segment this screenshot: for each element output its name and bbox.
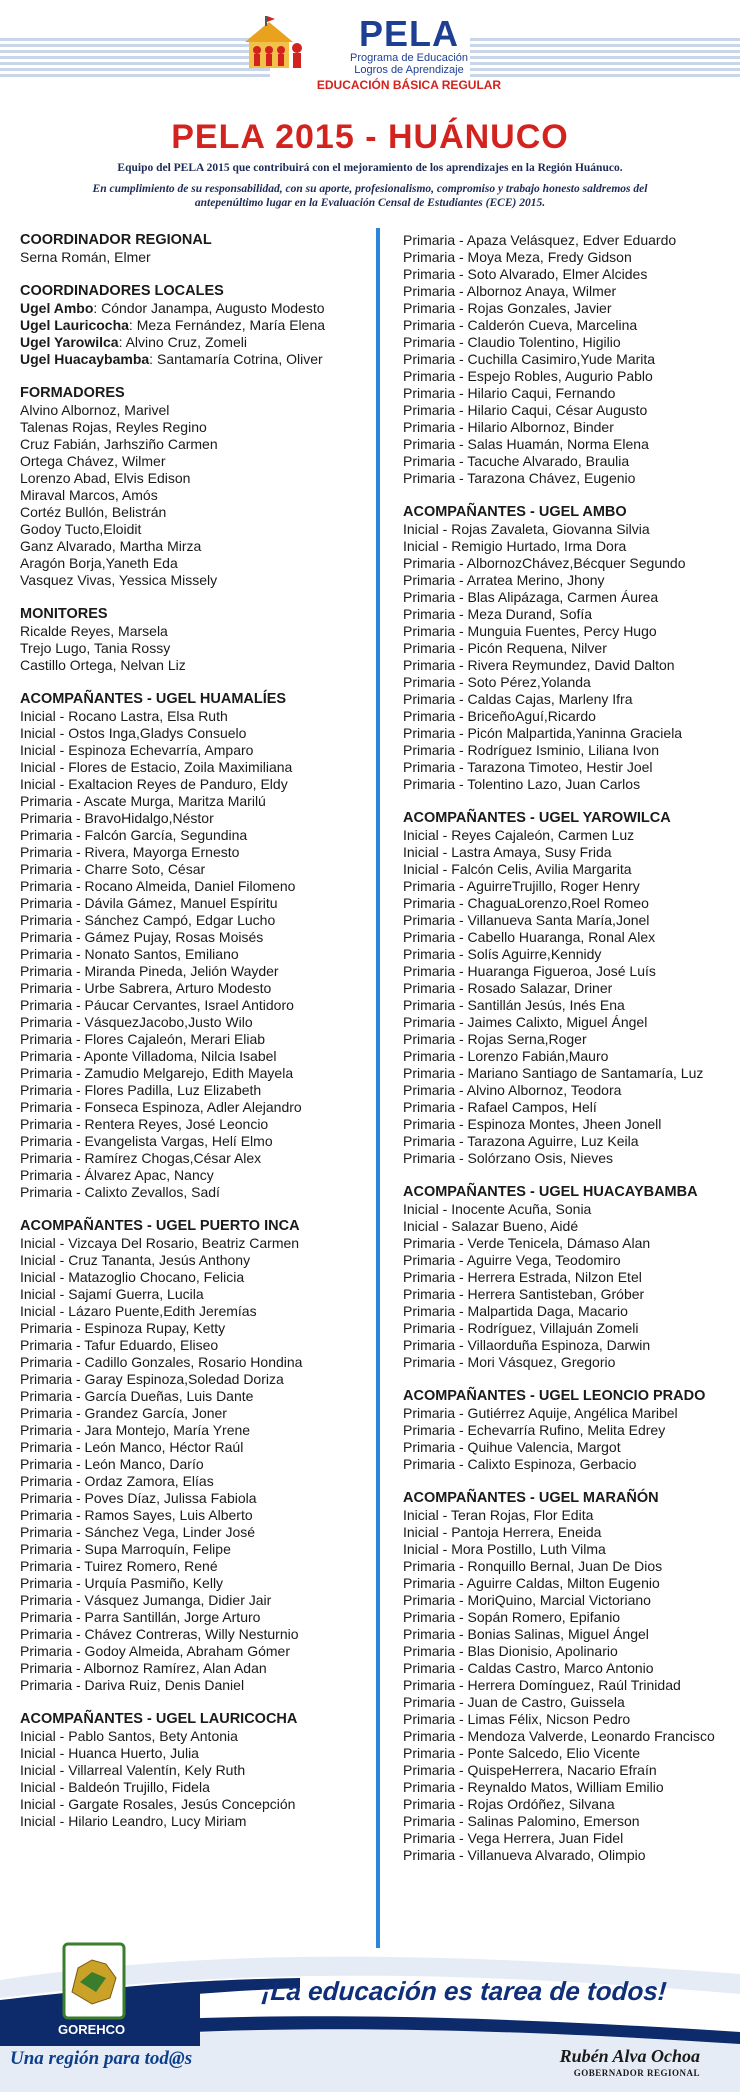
list-item: Primaria - Rojas Serna,Roger: [403, 1031, 587, 1047]
list-item: Inicial - Mora Postillo, Luth Vilma: [403, 1541, 606, 1557]
list-item: Inicial - Salazar Bueno, Aidé: [403, 1218, 579, 1234]
list-item: Primaria - Mori Vásquez, Gregorio: [403, 1354, 616, 1370]
list-item: Primaria - García Dueñas, Luis Dante: [20, 1388, 254, 1404]
list-item: Primaria - Limas Félix, Nicson Pedro: [403, 1711, 631, 1727]
list-item: Primaria - Echevarría Rufino, Melita Edrey: [403, 1422, 666, 1438]
list-item: Inicial - Lastra Amaya, Susy Frida: [403, 844, 612, 860]
section-title: ACOMPAÑANTES - UGEL HUACAYBAMBA: [403, 1184, 698, 1200]
list-item: Primaria - Picón Malpartida,Yaninna Graciela: [403, 725, 683, 741]
list-item: Primaria - Falcón García, Segundina: [20, 827, 248, 843]
list-item: Inicial - Teran Rojas, Flor Edita: [403, 1507, 594, 1523]
list-item: Primaria - Solórzano Osis, Nieves: [403, 1150, 614, 1166]
list-item: Inicial - Cruz Tananta, Jesús Anthony: [20, 1252, 251, 1268]
list-item: Primaria - Santillán Jesús, Inés Ena: [403, 997, 625, 1013]
list-item: Primaria - Charre Soto, César: [20, 861, 206, 877]
list-item: Primaria - Rojas Ordóñez, Silvana: [403, 1796, 615, 1812]
list-item: Primaria - Tarazona Chávez, Eugenio: [403, 470, 636, 486]
list-item: Primaria - Jaimes Calixto, Miguel Ángel: [403, 1014, 648, 1030]
list-item: Primaria - Parra Santillán, Jorge Arturo: [20, 1609, 261, 1625]
list-item: Primaria - Evangelista Vargas, Helí Elmo: [20, 1133, 273, 1149]
list-item: Primaria - Ascate Murga, Maritza Marilú: [20, 793, 266, 809]
list-item: Primaria - Vega Herrera, Juan Fidel: [403, 1830, 624, 1846]
list-item: Primaria - Espejo Robles, Augurio Pablo: [403, 368, 653, 384]
list-item: Primaria - Sopán Romero, Epifanio: [403, 1609, 621, 1625]
list-item: Primaria - Soto Alvarado, Elmer Alcides: [403, 266, 648, 282]
list-item: Primaria - Tacuche Alvarado, Braulia: [403, 453, 630, 469]
list-item: Primaria - Jara Montejo, María Yrene: [20, 1422, 251, 1438]
list-item: Primaria - Claudio Tolentino, Higilio: [403, 334, 621, 350]
list-item: Inicial - Rocano Lastra, Elsa Ruth: [20, 708, 228, 724]
list-item: Inicial - Espinoza Echevarría, Amparo: [20, 742, 254, 758]
list-item: Primaria - Tafur Eduardo, Eliseo: [20, 1337, 219, 1353]
list-item: Primaria - Espinoza Rupay, Ketty: [20, 1320, 226, 1336]
list-item: Primaria - Villanueva Santa María,Jonel: [403, 912, 650, 928]
list-item: Primaria - Sánchez Vega, Linder José: [20, 1524, 256, 1540]
list-item: Primaria - Rodríguez Isminio, Liliana Ivon: [403, 742, 659, 758]
list-item: Primaria - Blas Alipázaga, Carmen Áurea: [403, 589, 659, 605]
section-title: ACOMPAÑANTES - UGEL LAURICOCHA: [20, 1711, 298, 1727]
list-item: Inicial - Pantoja Herrera, Eneida: [403, 1524, 602, 1540]
list-item: Primaria - Gutiérrez Aquije, Angélica Maribel: [403, 1405, 678, 1421]
list-item: Primaria - Poves Díaz, Julissa Fabiola: [20, 1490, 257, 1506]
list-item: Inicial - Sajamí Guerra, Lucila: [20, 1286, 204, 1302]
list-item: Primaria - Urbe Sabrera, Arturo Modesto: [20, 980, 272, 996]
list-item: Inicial - Exaltacion Reyes de Panduro, Eldy: [20, 776, 288, 792]
list-item: Primaria - Cadillo Gonzales, Rosario Hondina: [20, 1354, 303, 1370]
list-item: Primaria - Salinas Palomino, Emerson: [403, 1813, 640, 1829]
list-item: Primaria - Ramírez Chogas,César Alex: [20, 1150, 262, 1166]
list-item: Primaria - Picón Requena, Nilver: [403, 640, 607, 656]
list-item: Primaria - Tuirez Romero, René: [20, 1558, 218, 1574]
list-item: Primaria - Sánchez Campó, Edgar Lucho: [20, 912, 276, 928]
list-item: Primaria - Quihue Valencia, Margot: [403, 1439, 621, 1455]
list-item: Primaria - Ronquillo Bernal, Juan De Dios: [403, 1558, 663, 1574]
list-item: Primaria - Mendoza Valverde, Leonardo Francisco: [403, 1728, 715, 1744]
gorehco-slogan: Una región para tod@s: [10, 2048, 193, 2069]
list-item: Primaria - Tarazona Timoteo, Hestir Joel: [403, 759, 653, 775]
list-item: Primaria - Urquía Pasmiño, Kelly: [20, 1575, 224, 1591]
list-item: Primaria - Caldas Cajas, Marleny Ifra: [403, 691, 633, 707]
list-item: Primaria - Calixto Zevallos, Sadí: [20, 1184, 220, 1200]
list-item: Alvino Albornoz, Marivel: [20, 402, 170, 418]
list-item: Primaria - Rentera Reyes, José Leoncio: [20, 1116, 269, 1132]
list-item: Primaria - Verde Tenicela, Dámaso Alan: [403, 1235, 651, 1251]
list-item: Primaria - Reynaldo Matos, William Emilio: [403, 1779, 664, 1795]
list-item: Primaria - Hilario Caqui, Fernando: [403, 385, 616, 401]
list-item: Primaria - Blas Dionisio, Apolinario: [403, 1643, 618, 1659]
section-title: ACOMPAÑANTES - UGEL PUERTO INCA: [20, 1218, 300, 1234]
list-item: Inicial - Remigio Hurtado, Irma Dora: [403, 538, 627, 554]
list-item: Lorenzo Abad, Elvis Edison: [20, 470, 191, 486]
section-title: ACOMPAÑANTES - UGEL AMBO: [403, 504, 627, 520]
list-item: Primaria - QuispeHerrera, Nacario Efraín: [403, 1762, 657, 1778]
intro-paragraph: En cumplimiento de su responsabilidad, con su aporte, profesionalismo, compromiso y trabajo honesto saldremos del antepenúltimo lugar en la Evaluación Censal de Estudiantes (ECE) 2015.: [92, 183, 648, 209]
list-item: Primaria - Aguirre Caldas, Milton Eugenio: [403, 1575, 660, 1591]
list-item: Primaria - Zamudio Melgarejo, Edith Mayela: [20, 1065, 294, 1081]
list-item: Inicial - Pablo Santos, Bety Antonia: [20, 1728, 238, 1744]
list-item: Primaria - Villanueva Alvarado, Olimpio: [403, 1847, 646, 1863]
right-column: [403, 232, 738, 1864]
list-item: Primaria - Herrera Santisteban, Gróber: [403, 1286, 645, 1302]
list-item: Primaria - Rivera, Mayorga Ernesto: [20, 844, 240, 860]
list-item: Castillo Ortega, Nelvan Liz: [20, 657, 186, 673]
list-item: Serna Román, Elmer: [20, 249, 151, 265]
list-item: Inicial - Vizcaya Del Rosario, Beatriz Carmen: [20, 1235, 300, 1251]
list-item: Primaria - Hilario Caqui, César Augusto: [403, 402, 648, 418]
list-item: Ricalde Reyes, Marsela: [20, 623, 168, 639]
list-item: Primaria - Ramos Sayes, Luis Alberto: [20, 1507, 253, 1523]
logo-subtitle-3: EDUCACIÓN BÁSICA REGULAR: [316, 78, 502, 92]
list-item: Primaria - Herrera Estrada, Nilzon Etel: [403, 1269, 642, 1285]
list-item: Inicial - Flores de Estacio, Zoila Maximiliana: [20, 759, 293, 775]
list-item: Primaria - Munguia Fuentes, Percy Hugo: [403, 623, 657, 639]
list-item: Primaria - Álvarez Apac, Nancy: [20, 1167, 214, 1183]
list-item: Primaria - Hilario Albornoz, Binder: [403, 419, 614, 435]
list-item: Primaria - Páucar Cervantes, Israel Antidoro: [20, 997, 294, 1013]
list-item: Primaria - MoriQuino, Marcial Victoriano: [403, 1592, 651, 1608]
list-item: Primaria - Rojas Gonzales, Javier: [403, 300, 612, 316]
governor-name: Rubén Alva Ochoa: [559, 2046, 700, 2066]
footer: [0, 1940, 740, 2092]
logo-word: PELA: [358, 13, 459, 54]
list-item: Ortega Chávez, Wilmer: [20, 453, 166, 469]
list-item: Primaria - Apaza Velásquez, Edver Eduardo: [403, 232, 677, 248]
section-title: ACOMPAÑANTES - UGEL HUAMALÍES: [20, 691, 287, 707]
list-item: Primaria - Dávila Gámez, Manuel Espíritu: [20, 895, 278, 911]
list-item: Ganz Alvarado, Martha Mirza: [20, 538, 202, 554]
school-house-icon: [239, 16, 309, 72]
section-title: ACOMPAÑANTES - UGEL LEONCIO PRADO: [403, 1388, 706, 1404]
list-item: Primaria - Grandez García, Joner: [20, 1405, 227, 1421]
list-item: Primaria - Albornoz Ramírez, Alan Adan: [20, 1660, 267, 1676]
list-item: Primaria - Chávez Contreras, Willy Nesturnio: [20, 1626, 299, 1642]
list-item: Inicial - Inocente Acuña, Sonia: [403, 1201, 592, 1217]
list-item: Aragón Borja,Yaneth Eda: [20, 555, 178, 571]
list-item: Primaria - Rafael Campos, Helí: [403, 1099, 597, 1115]
gorehco-logo-icon: [62, 1942, 126, 2020]
list-item: Primaria - AlbornozChávez,Bécquer Segundo: [403, 555, 686, 571]
list-item: Primaria - Herrera Domínguez, Raúl Trinidad: [403, 1677, 681, 1693]
list-item: Primaria - BravoHidalgo,Néstor: [20, 810, 214, 826]
list-item: Primaria - Espinoza Montes, Jheen Jonell: [403, 1116, 662, 1132]
list-item: Primaria - BriceñoAguí,Ricardo: [403, 708, 596, 724]
section-title: ACOMPAÑANTES - UGEL MARAÑÓN: [403, 1490, 659, 1506]
list-item: Primaria - Garay Espinoza,Soledad Doriza: [20, 1371, 284, 1387]
list-item: Cortéz Bullón, Belistrán: [20, 504, 167, 520]
list-item: Vasquez Vivas, Yessica Missely: [20, 572, 218, 588]
list-item: Primaria - Salas Huamán, Norma Elena: [403, 436, 649, 452]
list-item: Inicial - Matazoglio Chocano, Felicia: [20, 1269, 245, 1285]
list-item: Primaria - Ordaz Zamora, Elías: [20, 1473, 214, 1489]
list-item: Primaria - Bonias Salinas, Miguel Ángel: [403, 1626, 649, 1642]
list-item: Primaria - Godoy Almeida, Abraham Gómer: [20, 1643, 290, 1659]
section-title: FORMADORES: [20, 385, 125, 401]
list-item: Primaria - Villaorduña Espinoza, Darwin: [403, 1337, 651, 1353]
list-item: Trejo Lugo, Tania Rossy: [20, 640, 171, 656]
list-item: Primaria - Lorenzo Fabián,Mauro: [403, 1048, 609, 1064]
list-item: Godoy Tucto,Eloidit: [20, 521, 142, 537]
gorehco-name: GOREHCO: [58, 2022, 126, 2037]
list-item: Inicial - Gargate Rosales, Jesús Concepción: [20, 1796, 296, 1812]
list-item: Inicial - Reyes Cajaleón, Carmen Luz: [403, 827, 635, 843]
list-item: Primaria - Caldas Castro, Marco Antonio: [403, 1660, 654, 1676]
list-item: Inicial - Baldeón Trujillo, Fidela: [20, 1779, 210, 1795]
list-item: Primaria - Rodríguez, Villajuán Zomeli: [403, 1320, 639, 1336]
intro-line: Equipo del PELA 2015 que contribuirá con el mejoramiento de los aprendizajes en la Región Huánuco.: [117, 162, 623, 174]
list-item: Primaria - Cuchilla Casimiro,Yude Marita: [403, 351, 656, 367]
list-item: Primaria - Mariano Santiago de Santamaría, Luz: [403, 1065, 704, 1081]
list-item: Primaria - Nonato Santos, Emiliano: [20, 946, 239, 962]
list-item: Inicial - Falcón Celis, Avilia Margarita: [403, 861, 632, 877]
list-item: Primaria - Albornoz Anaya, Wilmer: [403, 283, 617, 299]
list-item: Primaria - Miranda Pineda, Jelión Wayder: [20, 963, 279, 979]
list-item: Primaria - Tarazona Aguirre, Luz Keila: [403, 1133, 639, 1149]
section-title: MONITORES: [20, 606, 108, 622]
list-item: Primaria - Moya Meza, Fredy Gidson: [403, 249, 632, 265]
list-item: Primaria - Gámez Pujay, Rosas Moisés: [20, 929, 264, 945]
list-item: Ugel Ambo: Cóndor Janampa, Augusto Modesto: [20, 300, 325, 316]
list-item: Primaria - ChaguaLorenzo,Roel Romeo: [403, 895, 649, 911]
list-item: Ugel Lauricocha: Meza Fernández, María Elena: [20, 317, 326, 333]
list-item: Primaria - Dariva Ruiz, Denis Daniel: [20, 1677, 245, 1693]
left-column: [20, 232, 370, 1830]
logo-subtitle-1: Programa de Educación: [349, 52, 468, 64]
list-item: Primaria - Flores Padilla, Luz Elizabeth: [20, 1082, 262, 1098]
list-item: Inicial - Ostos Inga,Gladys Consuelo: [20, 725, 247, 741]
list-item: Primaria - Arratea Merino, Jhony: [403, 572, 605, 588]
list-item: Primaria - Rocano Almeida, Daniel Filomeno: [20, 878, 296, 894]
governor-title: GOBERNADOR REGIONAL: [573, 2068, 700, 2078]
list-item: Primaria - Soto Pérez,Yolanda: [403, 674, 591, 690]
list-item: Ugel Yarowilca: Alvino Cruz, Zomeli: [20, 334, 247, 350]
list-item: Primaria - Supa Marroquín, Felipe: [20, 1541, 231, 1557]
list-item: Primaria - Juan de Castro, Guissela: [403, 1694, 625, 1710]
list-item: Inicial - Rojas Zavaleta, Giovanna Silvia: [403, 521, 650, 537]
list-item: Primaria - Vásquez Jumanga, Didier Jair: [20, 1592, 272, 1608]
list-item: Talenas Rojas, Reyles Regino: [20, 419, 207, 435]
list-item: Inicial - Lázaro Puente,Edith Jeremías: [20, 1303, 257, 1319]
list-item: Primaria - Flores Cajaleón, Merari Eliab: [20, 1031, 266, 1047]
section-title: COORDINADOR REGIONAL: [20, 232, 212, 248]
list-item: Primaria - Fonseca Espinoza, Adler Alejandro: [20, 1099, 302, 1115]
list-item: Primaria - Huaranga Figueroa, José Luís: [403, 963, 656, 979]
list-item: Primaria - Calderón Cueva, Marcelina: [403, 317, 638, 333]
list-item: Primaria - Rosado Salazar, Driner: [403, 980, 613, 996]
list-item: Primaria - VásquezJacobo,Justo Wilo: [20, 1014, 253, 1030]
list-item: Primaria - León Manco, Darío: [20, 1456, 204, 1472]
list-item: Primaria - León Manco, Héctor Raúl: [20, 1439, 244, 1455]
list-item: Primaria - Alvino Albornoz, Teodora: [403, 1082, 622, 1098]
list-item: Primaria - Tolentino Lazo, Juan Carlos: [403, 776, 641, 792]
list-item: Primaria - Solís Aguirre,Kennidy: [403, 946, 602, 962]
list-item: Primaria - Rivera Reymundez, David Dalton: [403, 657, 675, 673]
list-item: Miraval Marcos, Amós: [20, 487, 158, 503]
list-item: Primaria - Calixto Espinoza, Gerbacio: [403, 1456, 637, 1472]
page-title: PELA 2015 - HUÁNUCO: [171, 118, 569, 156]
list-item: Primaria - Malpartida Daga, Macario: [403, 1303, 628, 1319]
list-item: Ugel Huacaybamba: Santamaría Cotrina, Oliver: [20, 351, 323, 367]
list-item: Primaria - Meza Durand, Sofía: [403, 606, 593, 622]
list-item: Inicial - Huanca Huerto, Julia: [20, 1745, 199, 1761]
pela-logo: [239, 13, 502, 92]
list-item: Primaria - Ponte Salcedo, Elio Vicente: [403, 1745, 641, 1761]
footer-slogan: ¡La educación es tarea de todos!: [260, 1976, 668, 2006]
list-item: Inicial - Villarreal Valentín, Kely Ruth: [20, 1762, 246, 1778]
column-divider: [376, 228, 380, 1948]
list-item: Primaria - AguirreTrujillo, Roger Henry: [403, 878, 640, 894]
list-item: Cruz Fabián, Jarhsziño Carmen: [20, 436, 218, 452]
list-item: Primaria - Aguirre Vega, Teodomiro: [403, 1252, 621, 1268]
section-title: ACOMPAÑANTES - UGEL YAROWILCA: [403, 810, 671, 826]
list-item: Primaria - Cabello Huaranga, Ronal Alex: [403, 929, 656, 945]
logo-subtitle-2: Logros de Aprendizaje: [354, 64, 464, 76]
list-item: Inicial - Hilario Leandro, Lucy Miriam: [20, 1813, 247, 1829]
section-title: COORDINADORES LOCALES: [20, 283, 224, 299]
header: [0, 0, 740, 232]
list-item: Primaria - Aponte Villadoma, Nilcia Isabel: [20, 1048, 277, 1064]
